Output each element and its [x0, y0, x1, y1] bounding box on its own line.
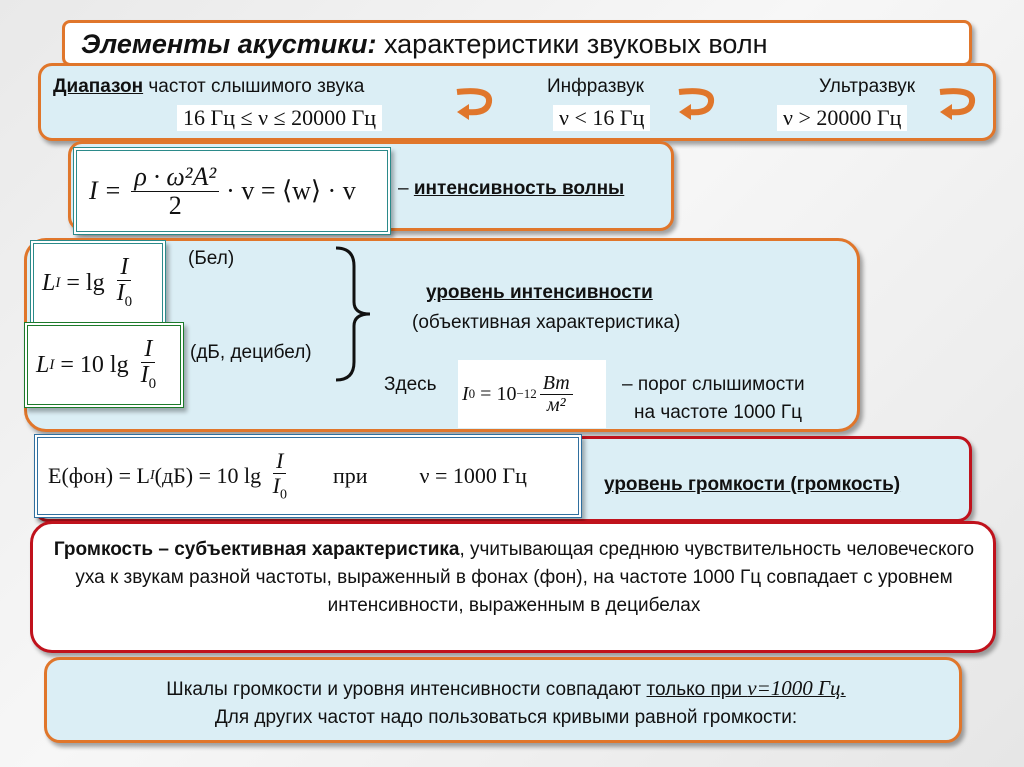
intensity-dash: – — [398, 178, 414, 199]
infrasound-formula: ν < 16 Гц — [553, 105, 650, 131]
ultrasound-formula: ν > 20000 Гц — [777, 105, 907, 131]
definition-text — [53, 536, 975, 620]
level-bel-formula — [30, 240, 166, 326]
note-box — [44, 657, 962, 743]
curved-arrow-icon — [936, 84, 980, 120]
i0-exponent: −12 — [516, 386, 537, 401]
i0-symbol: I — [462, 382, 469, 405]
intensity-caption — [398, 178, 624, 200]
level-db-formula — [24, 322, 184, 408]
level-db-den-sub: 0 — [148, 376, 157, 393]
curved-arrow-icon — [453, 84, 497, 120]
range-caption — [53, 76, 364, 98]
equals-sign: = — [105, 176, 121, 205]
definition-bold: Громкость – субъективная характеристика — [53, 539, 460, 560]
level-bel-numerator: I — [117, 255, 131, 281]
level-bel-eq: = lg — [60, 269, 111, 296]
i0-units-denominator: м² — [546, 393, 566, 416]
threshold-formula — [458, 360, 606, 428]
here-label: Здесь — [384, 374, 437, 395]
level-subscript: I — [55, 274, 61, 291]
note-line1-c: ν=1000 Гц. — [747, 676, 846, 700]
level-db-denominator — [138, 363, 160, 393]
title-rest: характеристики звуковых волн — [376, 29, 768, 59]
loudness-numerator: I — [273, 449, 286, 473]
ultrasound-label: Ультразвук — [819, 76, 916, 97]
i0-eq: = 10 — [475, 382, 517, 405]
intensity-symbol: I — [89, 176, 98, 205]
note-line1-b: только при — [646, 679, 748, 700]
level-db-den-symbol: I — [140, 362, 149, 389]
intensity-level-label: уровень интенсивности — [426, 282, 653, 303]
unit-db: (дБ, децибел) — [190, 342, 312, 363]
title-bold: Элементы акустики: — [81, 29, 377, 59]
loudness-denominator — [270, 474, 290, 503]
loudness-den-sub: 0 — [279, 486, 287, 502]
infrasound-label: Инфразвук — [547, 76, 644, 97]
intensity-formula — [73, 147, 391, 235]
i0-units-numerator: Вт — [540, 373, 573, 395]
level-db-subscript: I — [49, 356, 55, 373]
loudness-fraction — [270, 449, 290, 502]
loudness-subscript: I — [149, 468, 155, 483]
title-box — [62, 20, 972, 66]
definition-rest: , учитывающая среднюю чувствительность человеческого уха к звукам разной частоты, выраженный в фонах (фон), на частоте 1000 Гц совпадает с уровнем интенсивности, выраженным в децибелах — [75, 539, 975, 616]
note-line-1 — [47, 674, 965, 704]
range-label: Диапазон — [53, 76, 144, 97]
level-bel-den-symbol: I — [116, 280, 125, 307]
loudness-when: при — [332, 463, 368, 488]
threshold-label: – порог слышимости — [622, 374, 805, 395]
level-bel-den-sub: 0 — [124, 294, 133, 311]
i0-units-fraction — [540, 373, 573, 416]
note-line1-a: Шкалы громкости и уровня интенсивности совпадают — [166, 679, 647, 700]
i0-subscript: 0 — [468, 386, 476, 401]
level-db-numerator: I — [141, 337, 155, 363]
loudness-formula — [34, 434, 582, 518]
loudness-definition-box — [30, 521, 996, 653]
intensity-fraction — [131, 163, 219, 219]
loudness-label: уровень громкости (громкость) — [604, 474, 901, 495]
unit-bel: (Бел) — [188, 248, 235, 269]
frequency-range-box — [38, 63, 996, 141]
level-symbol: L — [42, 269, 56, 296]
level-db-symbol: L — [36, 351, 50, 378]
intensity-label: интенсивность волны — [413, 178, 625, 199]
intensity-level-desc: (объективная характеристика) — [412, 312, 681, 333]
note-line1-underlined — [646, 676, 846, 700]
loudness-mid: (дБ) = 10 lg — [154, 463, 267, 488]
level-db-fraction — [138, 337, 160, 393]
note-line-2: Для других частот надо пользоваться кривыми равной громкости: — [214, 707, 798, 728]
curly-brace-icon — [330, 244, 376, 384]
intensity-tail: · v = ⟨w⟩ · v — [226, 176, 356, 205]
intensity-numerator: ρ · ω²A² — [131, 163, 219, 191]
level-db-eq: = 10 lg — [54, 351, 135, 378]
loudness-condition: ν = 1000 Гц — [419, 463, 527, 488]
note-text — [47, 674, 965, 732]
slide-title — [81, 29, 768, 60]
level-bel-denominator — [114, 281, 136, 311]
loudness-den-symbol: I — [272, 472, 280, 498]
threshold-frequency: на частоте 1000 Гц — [634, 402, 802, 423]
curved-arrow-icon — [675, 84, 719, 120]
range-text: частот слышимого звука — [143, 76, 365, 97]
intensity-denominator: 2 — [168, 190, 182, 220]
audible-range-formula: 16 Гц ≤ ν ≤ 20000 Гц — [177, 105, 382, 131]
level-bel-fraction — [114, 255, 136, 311]
loudness-lhs: E(фон) = L — [48, 463, 150, 488]
